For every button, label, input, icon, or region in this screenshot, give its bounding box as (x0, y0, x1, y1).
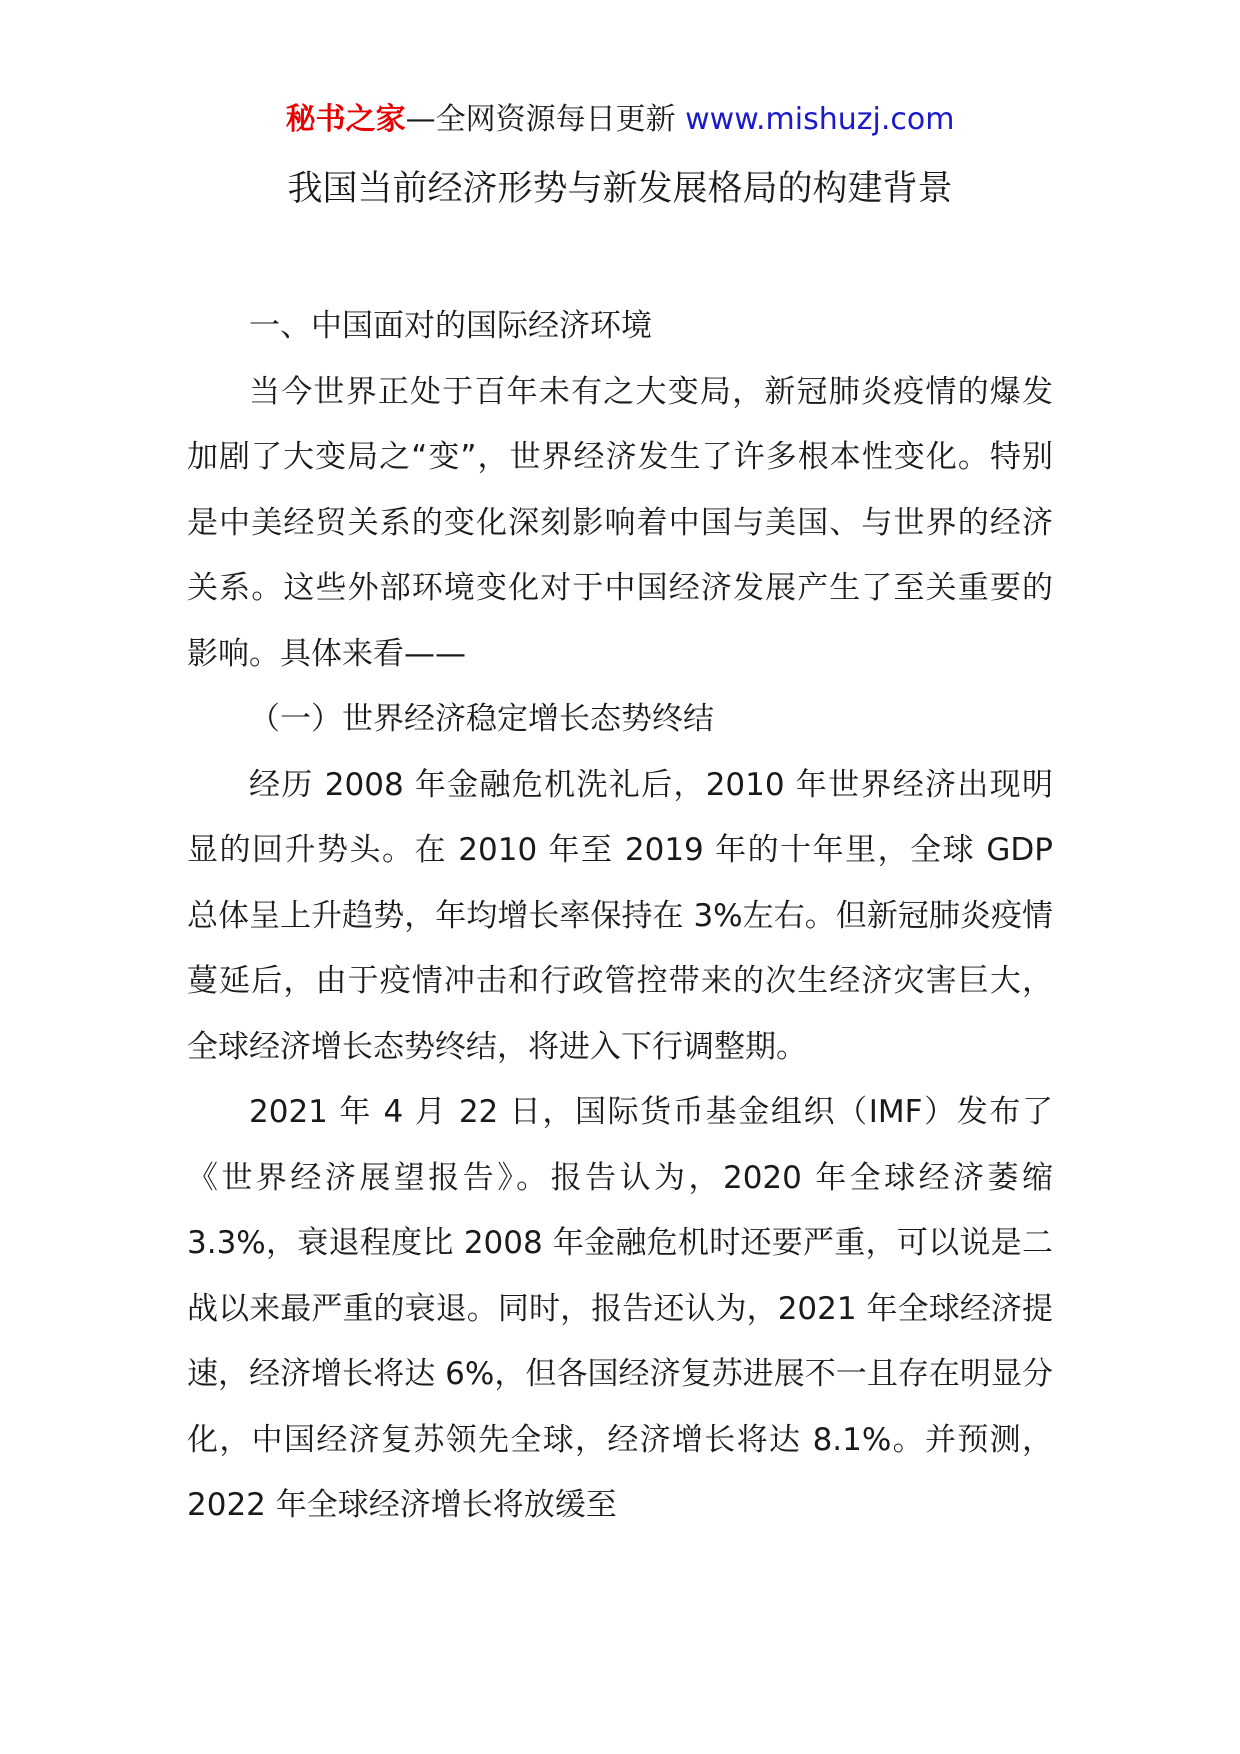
subsection-heading: （一）世界经济稳定增长态势终结 (249, 701, 714, 737)
document-body (187, 294, 1053, 1539)
section-heading: 一、中国面对的国际经济环境 (249, 308, 652, 344)
site-header (0, 98, 1240, 142)
paragraph-growth: 经历 2008 年金融危机洗礼后，2010 年世界经济出现明显的回升势头。在 2010 年至 2019 年的十年里，全球 GDP 总体呈上升趋势，年均增长率保持在 3%左右。但新冠肺炎疫情蔓延后，由于疫情冲击和行政管控带来的次生经济灾害巨大，全球经济增长态势终结，将进入下行调整期。 (187, 766, 1053, 1065)
site-url[interactable]: www.mishuzj.com (685, 102, 955, 137)
header-tagline: —全网资源每日更新 (405, 102, 676, 137)
brand-name: 秘书之家 (285, 102, 406, 137)
paragraph-intro: 当今世界正处于百年未有之大变局，新冠肺炎疫情的爆发加剧了大变局之“变”，世界经济发生了许多根本性变化。特别是中美经贸关系的变化深刻影响着中国与美国、与世界的经济关系。这些外部环境变化对于中国经济发展产生了至关重要的影响。具体来看—— (187, 373, 1053, 672)
paragraph-imf-report: 2021 年 4 月 22 日，国际货币基金组织（IMF）发布了《世界经济展望报告》。报告认为，2020 年全球经济萎缩 3.3%，衰退程度比 2008 年金融危机时还要严重，可以说是二战以来最严重的衰退。同时，报告还认为，2021 年全球经济提速，经济增长将达 6%，但各国经济复苏进展不一且存在明显分化，中国经济复苏领先全球，经济增长将达 8.1%。并预测，2022 年全球经济增长将放缓至 (187, 1094, 1053, 1523)
document-title: 我国当前经济形势与新发展格局的构建背景 (287, 169, 953, 209)
